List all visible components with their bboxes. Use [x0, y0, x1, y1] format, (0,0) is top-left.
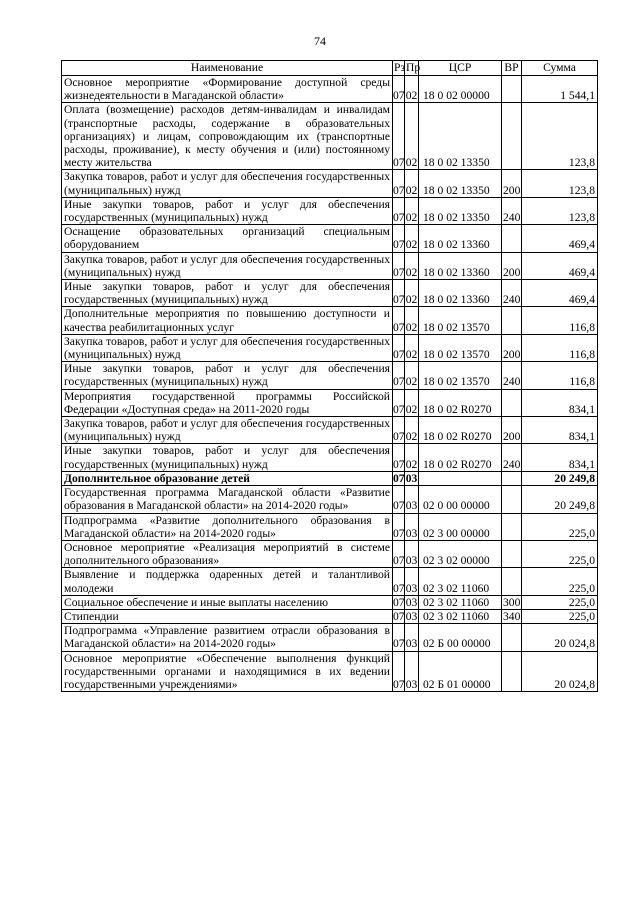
cell-csr: 02 3 02 11060: [419, 568, 502, 595]
cell-name: Закупка товаров, работ и услуг для обеспечения государственных (муниципальных) нужд: [62, 170, 393, 197]
cell-vr: [502, 225, 522, 252]
cell-csr: 18 0 02 13570: [419, 307, 502, 334]
cell-rz: 07: [393, 651, 405, 692]
cell-sum: 123,8: [522, 197, 598, 224]
cell-sum: 225,0: [522, 540, 598, 567]
cell-name: Иные закупки товаров, работ и услуг для обеспечения государственных (муниципальных) нужд: [62, 362, 393, 389]
page-number: 74: [314, 34, 326, 48]
cell-vr: 240: [502, 197, 522, 224]
table-row: [62, 471, 598, 485]
cell-rz: 07: [393, 486, 405, 513]
cell-name: Иные закупки товаров, работ и услуг для обеспечения государственных (муниципальных) нужд: [62, 280, 393, 307]
cell-rz: 07: [393, 513, 405, 540]
table-header-row: [62, 61, 598, 76]
cell-name: Иные закупки товаров, работ и услуг для обеспечения государственных (муниципальных) нужд: [62, 197, 393, 224]
cell-csr: 18 0 02 13360: [419, 225, 502, 252]
cell-name: Закупка товаров, работ и услуг для обеспечения государственных (муниципальных) нужд: [62, 334, 393, 361]
cell-rz: 07: [393, 568, 405, 595]
cell-pr: 02: [405, 252, 419, 279]
cell-rz: 07: [393, 76, 405, 103]
cell-name: Оснащение образовательных организаций специальным оборудованием: [62, 225, 393, 252]
cell-sum: 1 544,1: [522, 76, 598, 103]
cell-sum: 20 249,8: [522, 471, 598, 485]
cell-vr: 300: [503, 595, 521, 609]
cell-sum: 225,0: [522, 609, 598, 623]
table-row: [62, 334, 598, 361]
cell-csr: 02 3 02 11060: [419, 609, 502, 623]
table-row: [62, 624, 598, 651]
cell-pr: 02: [405, 280, 419, 307]
cell-csr: 02 0 00 00000: [419, 486, 502, 513]
cell-vr: 200: [502, 417, 522, 444]
cell-pr: 02: [405, 197, 419, 224]
cell-vr: [502, 76, 522, 103]
cell-pr: 03: [405, 471, 418, 485]
cell-sum: 116,8: [522, 362, 598, 389]
cell-vr: [502, 471, 522, 485]
cell-rz: 07: [393, 334, 405, 361]
table-row: [62, 568, 598, 595]
cell-name: Основное мероприятие «Обеспечение выполнения функций государственными органами и находящимися в их ведении государственными учреждениями»: [62, 651, 393, 692]
table-row: [62, 595, 598, 609]
cell-csr: 18 0 02 13570: [419, 362, 502, 389]
cell-rz: 07: [393, 307, 405, 334]
table-row: [62, 513, 598, 540]
table-row: [62, 486, 598, 513]
cell-csr: 18 0 02 R0270: [419, 417, 502, 444]
cell-sum: 469,4: [522, 280, 598, 307]
cell-rz: 07: [393, 609, 405, 623]
cell-pr: 02: [405, 444, 419, 471]
cell-name: Оплата (возмещение) расходов детям-инвалидам и инвалидам (транспортные расходы, содержание в образовательных организациях) и лицам, сопровождающим их (транспортные расходы, проживание), к месту обучения и (или) постоянному месту жительства: [62, 103, 393, 170]
cell-csr: 18 0 02 13350: [419, 103, 502, 170]
cell-name: Выявление и поддержка одаренных детей и талантливой молодежи: [62, 568, 393, 595]
cell-rz: 07: [393, 103, 405, 170]
cell-sum: 469,4: [522, 225, 598, 252]
cell-csr: 02 3 00 00000: [419, 513, 502, 540]
cell-rz: 07: [393, 389, 405, 416]
cell-pr: 02: [405, 225, 419, 252]
cell-sum: 20 024,8: [522, 651, 598, 692]
cell-vr: 240: [502, 280, 522, 307]
cell-sum: 225,0: [522, 513, 598, 540]
cell-name: Стипендии: [62, 609, 393, 623]
cell-rz: 07: [393, 280, 405, 307]
cell-name: Закупка товаров, работ и услуг для обеспечения государственных (муниципальных) нужд: [62, 417, 393, 444]
table-row: [62, 307, 598, 334]
table-row: [62, 444, 598, 471]
cell-vr: [502, 486, 522, 513]
cell-csr: 18 0 02 13360: [419, 280, 502, 307]
cell-csr: [419, 471, 502, 485]
cell-csr: 02 Б 00 00000: [419, 624, 502, 651]
cell-sum: 116,8: [522, 334, 598, 361]
cell-name: Основное мероприятие «Формирование доступной среды жизнедеятельности в Магаданской области»: [62, 76, 393, 103]
cell-vr: [502, 540, 522, 567]
cell-pr: 03: [405, 568, 419, 595]
cell-name: Мероприятия государственной программы Российской Федерации «Доступная среда» на 2011-2020 годы: [62, 389, 393, 416]
cell-rz: 07: [393, 197, 405, 224]
cell-rz: 07: [393, 595, 405, 609]
cell-sum: 123,8: [522, 103, 598, 170]
cell-pr: 03: [405, 540, 419, 567]
cell-pr: 02: [405, 103, 419, 170]
header-sum: Сумма: [522, 61, 598, 76]
budget-table: [61, 60, 598, 692]
cell-vr: 240: [502, 444, 522, 471]
table-row: [62, 197, 598, 224]
cell-pr: 02: [405, 362, 419, 389]
cell-vr: [502, 624, 522, 651]
cell-pr: 03: [405, 624, 419, 651]
cell-rz: 07: [393, 471, 405, 485]
cell-pr: 03: [405, 595, 418, 609]
cell-sum: 20 024,8: [522, 624, 598, 651]
cell-pr: 02: [405, 307, 419, 334]
cell-vr: 200: [502, 252, 522, 279]
cell-vr: 340: [503, 609, 521, 623]
cell-rz: 07: [393, 624, 405, 651]
header-name: Наименование: [62, 61, 393, 76]
cell-csr: 18 0 02 R0270: [419, 389, 502, 416]
cell-rz: 07: [393, 252, 405, 279]
table-row: [62, 252, 598, 279]
cell-sum: 834,1: [522, 389, 598, 416]
cell-vr: [502, 513, 522, 540]
cell-vr: 200: [502, 170, 522, 197]
table-row: [62, 362, 598, 389]
cell-csr: 18 0 02 13350: [419, 197, 502, 224]
table-body: [62, 76, 598, 692]
cell-sum: 116,8: [522, 307, 598, 334]
cell-sum: 123,8: [522, 170, 598, 197]
header-csr: ЦСР: [419, 61, 502, 76]
cell-sum: 834,1: [522, 444, 598, 471]
cell-vr: [502, 307, 522, 334]
cell-vr: [502, 568, 522, 595]
cell-pr: 02: [405, 334, 419, 361]
cell-sum: 225,0: [522, 595, 598, 609]
cell-name: Основное мероприятие «Реализация мероприятий в системе дополнительного образования»: [62, 540, 393, 567]
cell-vr: [502, 389, 522, 416]
cell-name: Государственная программа Магаданской области «Развитие образования в Магаданской области» на 2014-2020 годы»: [62, 486, 393, 513]
table-row: [62, 76, 598, 103]
cell-csr: 02 3 02 00000: [419, 540, 502, 567]
cell-csr: 18 0 02 00000: [419, 76, 502, 103]
cell-name: Социальное обеспечение и иные выплаты населению: [62, 595, 393, 609]
cell-name: Дополнительные мероприятия по повышению доступности и качества реабилитационных услуг: [62, 307, 393, 334]
cell-pr: 02: [405, 76, 419, 103]
table-row: [62, 280, 598, 307]
header-pr: Пр: [406, 61, 421, 75]
cell-sum: 469,4: [522, 252, 598, 279]
table-row: [62, 417, 598, 444]
cell-pr: 02: [405, 417, 419, 444]
cell-pr: 02: [405, 389, 419, 416]
cell-csr: 18 0 02 13570: [419, 334, 502, 361]
cell-rz: 07: [393, 170, 405, 197]
cell-pr: 03: [405, 486, 419, 513]
cell-name: Иные закупки товаров, работ и услуг для обеспечения государственных (муниципальных) нужд: [62, 444, 393, 471]
cell-rz: 07: [393, 540, 405, 567]
cell-vr: [502, 651, 522, 692]
cell-rz: 07: [393, 225, 405, 252]
cell-csr: 18 0 02 13350: [419, 170, 502, 197]
cell-vr: [502, 103, 522, 170]
header-rz: Рз: [394, 61, 406, 75]
table-row: [62, 103, 598, 170]
cell-pr: 02: [405, 170, 419, 197]
cell-rz: 07: [393, 444, 405, 471]
cell-vr: 240: [502, 362, 522, 389]
cell-csr: 18 0 02 13360: [419, 252, 502, 279]
cell-sum: 225,0: [522, 568, 598, 595]
cell-name: Подпрограмма «Управление развитием отрасли образования в Магаданской области» на 2014-2020 годы»: [62, 624, 393, 651]
cell-rz: 07: [393, 362, 405, 389]
cell-pr: 03: [405, 651, 419, 692]
cell-sum: 20 249,8: [522, 486, 598, 513]
table-row: [62, 170, 598, 197]
cell-pr: 03: [405, 513, 419, 540]
header-vr: ВР: [502, 61, 522, 76]
cell-pr: 03: [405, 609, 418, 623]
cell-vr: 200: [502, 334, 522, 361]
cell-sum: 834,1: [522, 417, 598, 444]
cell-csr: 18 0 02 R0270: [419, 444, 502, 471]
cell-csr: 02 3 02 11060: [419, 595, 502, 609]
cell-rz: 07: [393, 417, 405, 444]
table-row: [62, 609, 598, 623]
cell-name: Подпрограмма «Развитие дополнительного образования в Магаданской области» на 2014-2020 годы»: [62, 513, 393, 540]
cell-name: Закупка товаров, работ и услуг для обеспечения государственных (муниципальных) нужд: [62, 252, 393, 279]
cell-name: Дополнительное образование детей: [62, 471, 393, 485]
table-row: [62, 651, 598, 692]
table-row: [62, 389, 598, 416]
table-row: [62, 540, 598, 567]
cell-csr: 02 Б 01 00000: [419, 651, 502, 692]
table-row: [62, 225, 598, 252]
